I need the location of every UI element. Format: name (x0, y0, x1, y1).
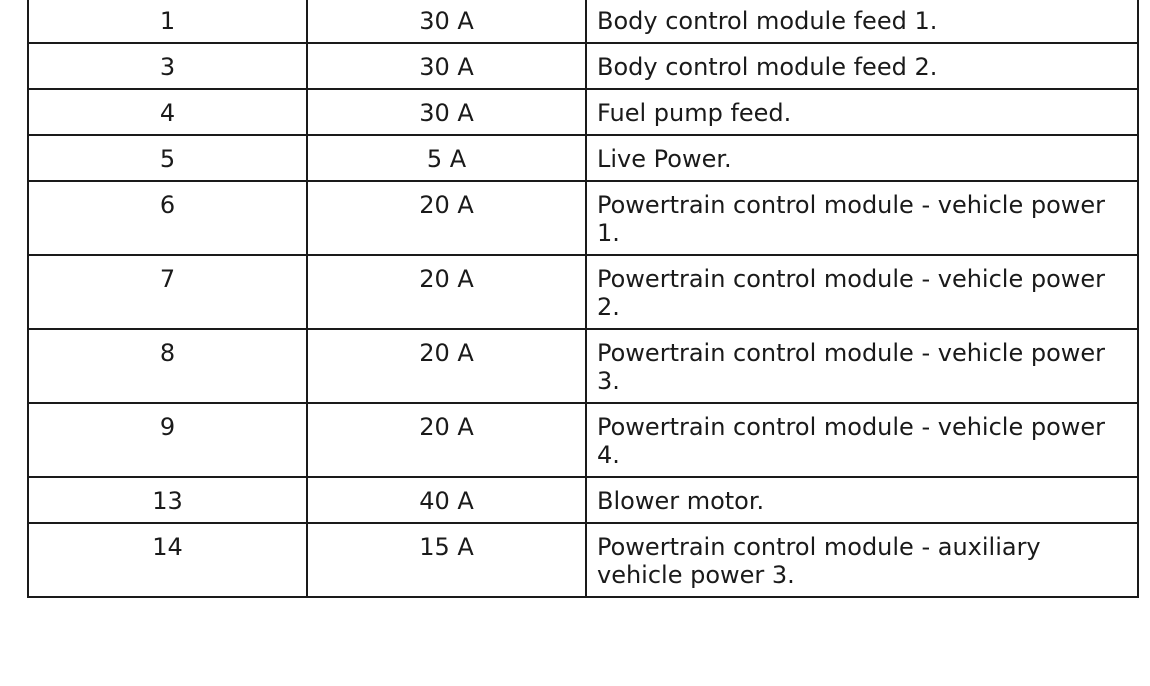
fuse-table (27, 0, 1139, 598)
table-row (28, 43, 1138, 89)
protected-circuit-cell: Body control module feed 2. (586, 43, 1138, 89)
table-row (28, 403, 1138, 477)
fuse-rating-cell: 30 A (307, 0, 586, 43)
fuse-rating-cell: 5 A (307, 135, 586, 181)
fuse-number-cell: 6 (28, 181, 307, 255)
fuse-number-cell: 14 (28, 523, 307, 597)
protected-circuit-cell: Blower motor. (586, 477, 1138, 523)
table-row (28, 89, 1138, 135)
fuse-rating-cell: 30 A (307, 89, 586, 135)
protected-circuit-cell: Powertrain control module - vehicle power 4. (586, 403, 1138, 477)
fuse-rating-cell: 20 A (307, 403, 586, 477)
table-row (28, 0, 1138, 43)
fuse-number-cell: 13 (28, 477, 307, 523)
fuse-number-cell: 9 (28, 403, 307, 477)
protected-circuit-cell: Fuel pump feed. (586, 89, 1138, 135)
fuse-rating-cell: 30 A (307, 43, 586, 89)
protected-circuit-cell: Powertrain control module - auxiliary vehicle power 3. (586, 523, 1138, 597)
fuse-rating-cell: 20 A (307, 329, 586, 403)
fuse-number-cell: 3 (28, 43, 307, 89)
table-row (28, 135, 1138, 181)
table-row (28, 477, 1138, 523)
protected-circuit-cell: Powertrain control module - vehicle power 3. (586, 329, 1138, 403)
table-row (28, 255, 1138, 329)
fuse-rating-cell: 20 A (307, 181, 586, 255)
protected-circuit-cell: Powertrain control module - vehicle power 2. (586, 255, 1138, 329)
fuse-number-cell: 5 (28, 135, 307, 181)
fuse-number-cell: 1 (28, 0, 307, 43)
fuse-number-cell: 7 (28, 255, 307, 329)
protected-circuit-cell: Live Power. (586, 135, 1138, 181)
fuse-number-cell: 8 (28, 329, 307, 403)
fuse-rating-cell: 15 A (307, 523, 586, 597)
table-row (28, 523, 1138, 597)
fuse-number-cell: 4 (28, 89, 307, 135)
protected-circuit-cell: Powertrain control module - vehicle power 1. (586, 181, 1138, 255)
fuse-rating-cell: 20 A (307, 255, 586, 329)
table-row (28, 181, 1138, 255)
table-row (28, 329, 1138, 403)
protected-circuit-cell: Body control module feed 1. (586, 0, 1138, 43)
fuse-rating-cell: 40 A (307, 477, 586, 523)
